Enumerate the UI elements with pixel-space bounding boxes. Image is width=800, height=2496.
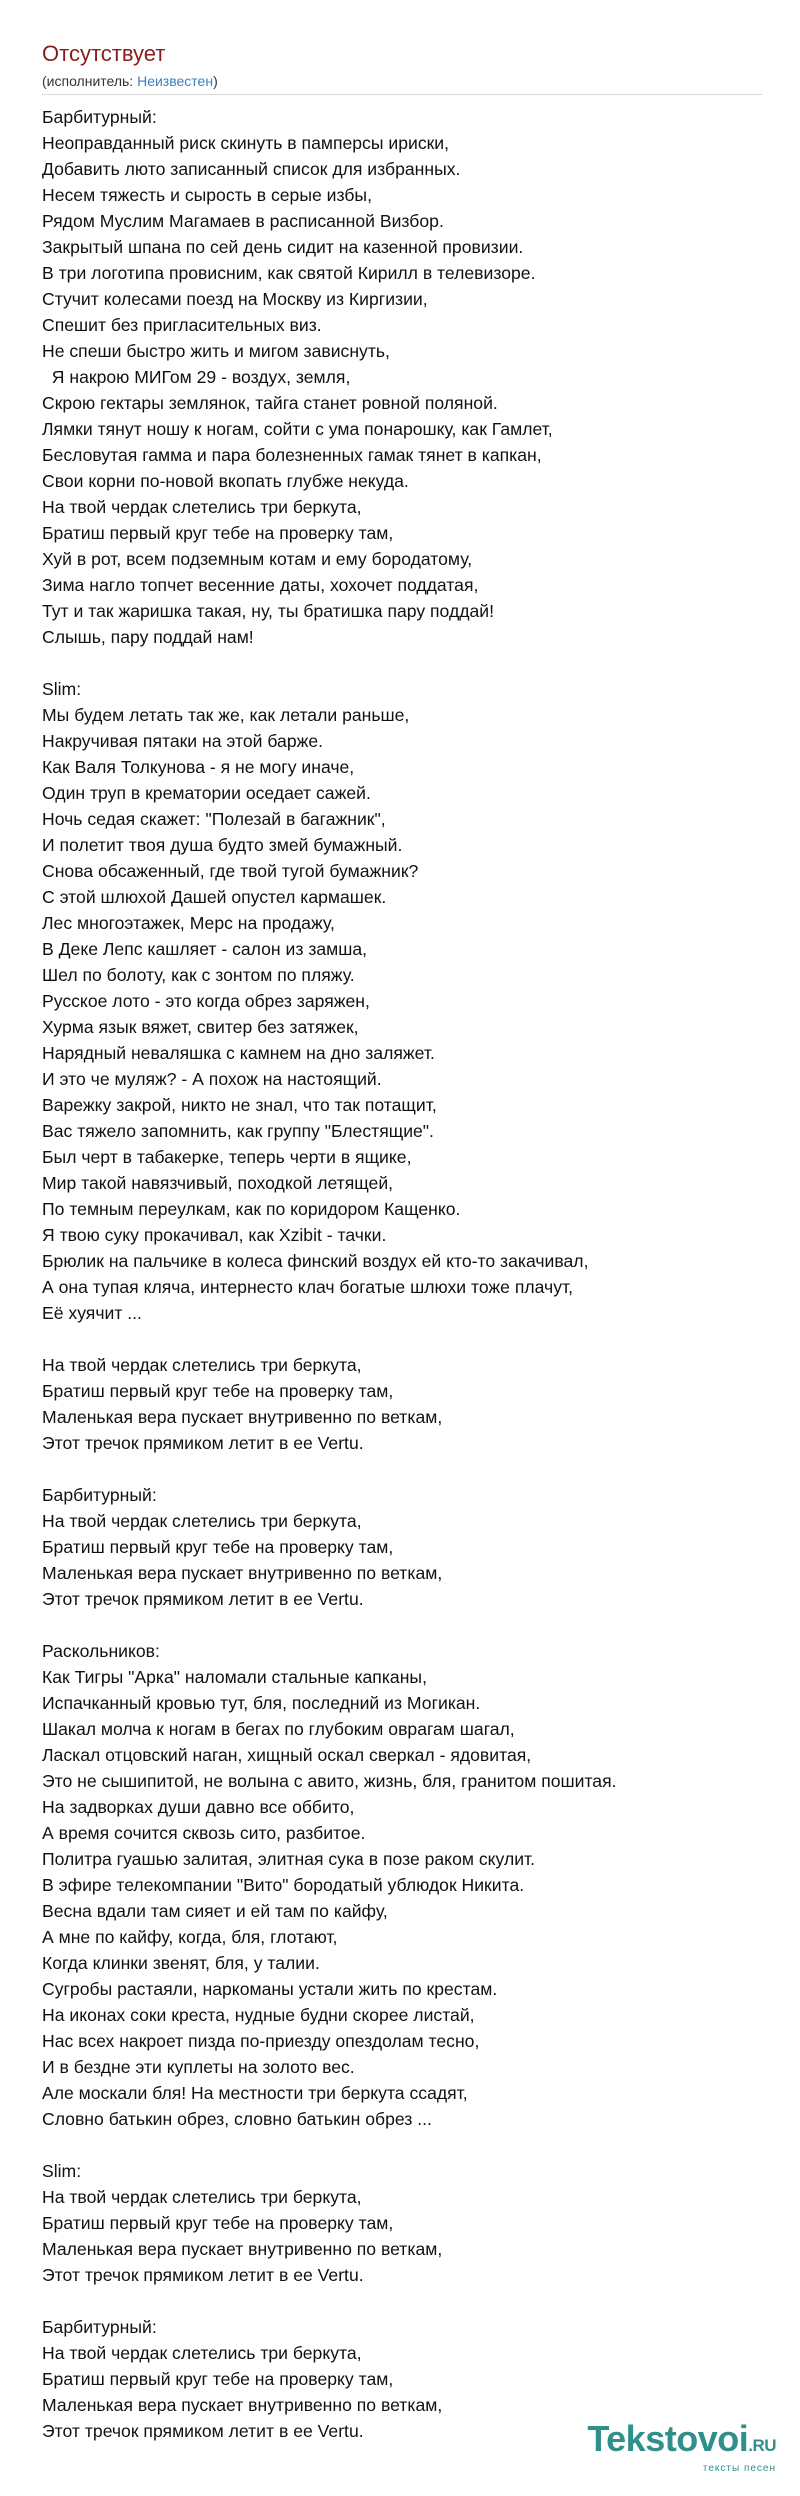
- lyric-line: Лямки тянут ношу к ногам, сойти с ума понарошку, как Гамлет,: [42, 419, 553, 439]
- lyric-line: Русское лото - это когда обрез заряжен,: [42, 991, 370, 1011]
- lyric-line: На твой чердак слетелись три беркута,: [42, 497, 362, 517]
- lyric-line: Зима нагло топчет весенние даты, хохочет поддатая,: [42, 575, 479, 595]
- stanza-break: [42, 2288, 772, 2314]
- lyric-line: Хурма язык вяжет, свитер без затяжек,: [42, 1017, 359, 1037]
- lyric-line: Рядом Муслим Магамаев в расписанной Визбор.: [42, 211, 444, 231]
- lyric-line: Ночь седая скажет: "Полезай в багажник",: [42, 809, 386, 829]
- lyric-line: Хуй в рот, всем подземным котам и ему бородатому,: [42, 549, 473, 569]
- lyric-line: Маленькая вера пускает внутривенно по веткам,: [42, 1407, 443, 1427]
- lyric-line: Весна вдали там сияет и ей там по кайфу,: [42, 1901, 388, 1921]
- lyric-line: Slim:: [42, 679, 82, 699]
- lyric-line: И полетит твоя душа будто змей бумажный.: [42, 835, 403, 855]
- lyric-line: Братиш первый круг тебе на проверку там,: [42, 1537, 394, 1557]
- lyric-line: Мы будем летать так же, как летали раньше,: [42, 705, 410, 725]
- lyric-line: На твой чердак слетелись три беркута,: [42, 1355, 362, 1375]
- lyric-line: А она тупая кляча, интернесто клач богатые шлюхи тоже плачут,: [42, 1277, 574, 1297]
- song-title: Отсутствует: [42, 41, 166, 66]
- lyric-line: Политра гуашью залитая, элитная сука в позе раком скулит.: [42, 1849, 536, 1869]
- lyric-line: Как Тигры "Арка" наломали стальные капканы,: [42, 1667, 427, 1687]
- stanza-break: [42, 1326, 772, 1352]
- lyric-line: На задворках души давно все оббито,: [42, 1797, 355, 1817]
- lyric-line: Слышь, пару поддай нам!: [42, 627, 254, 647]
- lyric-line: Раскольников:: [42, 1641, 160, 1661]
- logo-wordmark: [587, 2420, 776, 2465]
- lyric-line: Бесловутая гамма и пара болезненных гамак тянет в капкан,: [42, 445, 542, 465]
- lyric-line: Добавить люто записанный список для избранных.: [42, 159, 461, 179]
- lyric-line: Я твою суку прокачивал, как Xzibit - тачки.: [42, 1225, 387, 1245]
- stanza-break: [42, 650, 772, 676]
- lyric-line: Мир такой навязчивый, походкой летящей,: [42, 1173, 394, 1193]
- lyric-line: Этот тречок прямиком летит в ее Vertu.: [42, 1433, 364, 1453]
- lyric-line: Slim:: [42, 2161, 82, 2181]
- logo-tld: .RU: [748, 2436, 776, 2455]
- lyric-line: Брюлик на пальчике в колеса финский воздух ей кто-то закачивал,: [42, 1251, 589, 1271]
- lyric-line: Не спеши быстро жить и мигом зависнуть,: [42, 341, 390, 361]
- site-logo[interactable]: [587, 2420, 776, 2474]
- artist-suffix: ): [213, 73, 218, 89]
- lyric-line: Нарядный неваляшка с камнем на дно заляжет.: [42, 1043, 435, 1063]
- lyric-line: По темным переулкам, как по коридором Кащенко.: [42, 1199, 461, 1219]
- lyric-line: Был черт в табакерке, теперь черти в ящике,: [42, 1147, 412, 1167]
- lyric-line: Снова обсаженный, где твой тугой бумажник?: [42, 861, 419, 881]
- lyric-line: На иконах соки креста, нудные будни скорее листай,: [42, 2005, 475, 2025]
- lyric-line: Один труп в крематории оседает сажей.: [42, 783, 371, 803]
- lyrics-text: [42, 104, 772, 2444]
- lyric-line: Стучит колесами поезд на Москву из Киргизии,: [42, 289, 428, 309]
- lyric-line: Закрытый шпана по сей день сидит на казенной провизии.: [42, 237, 524, 257]
- lyric-line: Шакал молча к ногам в бегах по глубоким оврагам шагал,: [42, 1719, 515, 1739]
- lyric-line: На твой чердак слетелись три беркута,: [42, 2343, 362, 2363]
- lyric-line: На твой чердак слетелись три беркута,: [42, 2187, 362, 2207]
- lyric-line: На твой чердак слетелись три беркута,: [42, 1511, 362, 1531]
- lyric-line: Её хуячит ...: [42, 1303, 142, 1323]
- lyric-line: И в бездне эти куплеты на золото вес.: [42, 2057, 355, 2077]
- stanza-break: [42, 2132, 772, 2158]
- lyric-line: Барбитурный:: [42, 107, 157, 127]
- lyric-line: А мне по кайфу, когда, бля, глотают,: [42, 1927, 338, 1947]
- lyric-line: Шел по болоту, как с зонтом по пляжу.: [42, 965, 355, 985]
- lyric-line: В три логотипа провисним, как святой Кирилл в телевизоре.: [42, 263, 536, 283]
- lyric-line: Как Валя Толкунова - я не могу иначе,: [42, 757, 355, 777]
- lyric-line: Маленькая вера пускает внутривенно по веткам,: [42, 2239, 443, 2259]
- lyric-line: Когда клинки звенят, бля, у талии.: [42, 1953, 320, 1973]
- artist-prefix: (исполнитель:: [42, 73, 138, 89]
- artist-line: [42, 72, 762, 90]
- lyric-line: Испачканный кровью тут, бля, последний из Могикан.: [42, 1693, 481, 1713]
- lyric-line: Этот тречок прямиком летит в ее Vertu.: [42, 1589, 364, 1609]
- lyric-line: Барбитурный:: [42, 2317, 157, 2337]
- lyric-line: Братиш первый круг тебе на проверку там,: [42, 523, 394, 543]
- lyric-line: Этот тречок прямиком летит в ее Vertu.: [42, 2265, 364, 2285]
- lyric-line: Братиш первый круг тебе на проверку там,: [42, 2213, 394, 2233]
- lyric-line: Я накрою МИГом 29 - воздух, земля,: [42, 367, 351, 387]
- lyric-line: Сугробы растаяли, наркоманы устали жить по крестам.: [42, 1979, 498, 1999]
- lyric-line: Неоправданный риск скинуть в памперсы ириски,: [42, 133, 450, 153]
- lyric-line: Скрою гектары землянок, тайга станет ровной поляной.: [42, 393, 498, 413]
- lyric-line: Вас тяжело запомнить, как группу "Блестящие".: [42, 1121, 434, 1141]
- lyric-line: Братиш первый круг тебе на проверку там,: [42, 1381, 394, 1401]
- lyric-line: И это че муляж? - А похож на настоящий.: [42, 1069, 382, 1089]
- lyric-line: Барбитурный:: [42, 1485, 157, 1505]
- lyric-line: Свои корни по-новой вкопать глубже некуда.: [42, 471, 409, 491]
- song-header: [42, 40, 762, 90]
- lyric-line: Это не сышипитой, не волына с авито, жизнь, бля, гранитом пошитая.: [42, 1771, 617, 1791]
- lyric-line: Нас всех накроет пизда по-приезду опездолам тесно,: [42, 2031, 480, 2051]
- lyric-line: Варежку закрой, никто не знал, что так потащит,: [42, 1095, 437, 1115]
- lyric-line: Маленькая вера пускает внутривенно по веткам,: [42, 1563, 443, 1583]
- lyric-line: Маленькая вера пускает внутривенно по веткам,: [42, 2395, 443, 2415]
- lyric-line: Братиш первый круг тебе на проверку там,: [42, 2369, 394, 2389]
- lyric-line: Словно батькин обрез, словно батькин обрез ...: [42, 2109, 432, 2129]
- lyric-line: Але москали бля! На местности три беркута ссадят,: [42, 2083, 468, 2103]
- stanza-break: [42, 1456, 772, 1482]
- lyric-line: А время сочится сквозь сито, разбитое.: [42, 1823, 366, 1843]
- logo-tagline: тексты песен: [702, 2463, 776, 2474]
- lyric-line: Этот тречок прямиком летит в ее Vertu.: [42, 2421, 364, 2441]
- lyric-line: Лес многоэтажек, Мерс на продажу,: [42, 913, 335, 933]
- lyric-line: Несем тяжесть и сырость в серые избы,: [42, 185, 372, 205]
- artist-link[interactable]: Неизвестен: [137, 73, 214, 89]
- logo-main: Tekstovoi: [587, 2418, 749, 2459]
- lyric-line: Накручивая пятаки на этой барже.: [42, 731, 324, 751]
- header-divider: [42, 94, 762, 95]
- lyric-line: В эфире телекомпании "Вито" бородатый ублюдок Никита.: [42, 1875, 525, 1895]
- lyric-line: С этой шлюхой Дашей опустел кармашек.: [42, 887, 387, 907]
- lyric-line: Тут и так жаришка такая, ну, ты братишка пару поддай!: [42, 601, 494, 621]
- lyric-line: Ласкал отцовский наган, хищный оскал сверкал - ядовитая,: [42, 1745, 532, 1765]
- lyric-line: Спешит без пригласительных виз.: [42, 315, 322, 335]
- stanza-break: [42, 1612, 772, 1638]
- lyric-line: В Деке Лепс кашляет - салон из замша,: [42, 939, 368, 959]
